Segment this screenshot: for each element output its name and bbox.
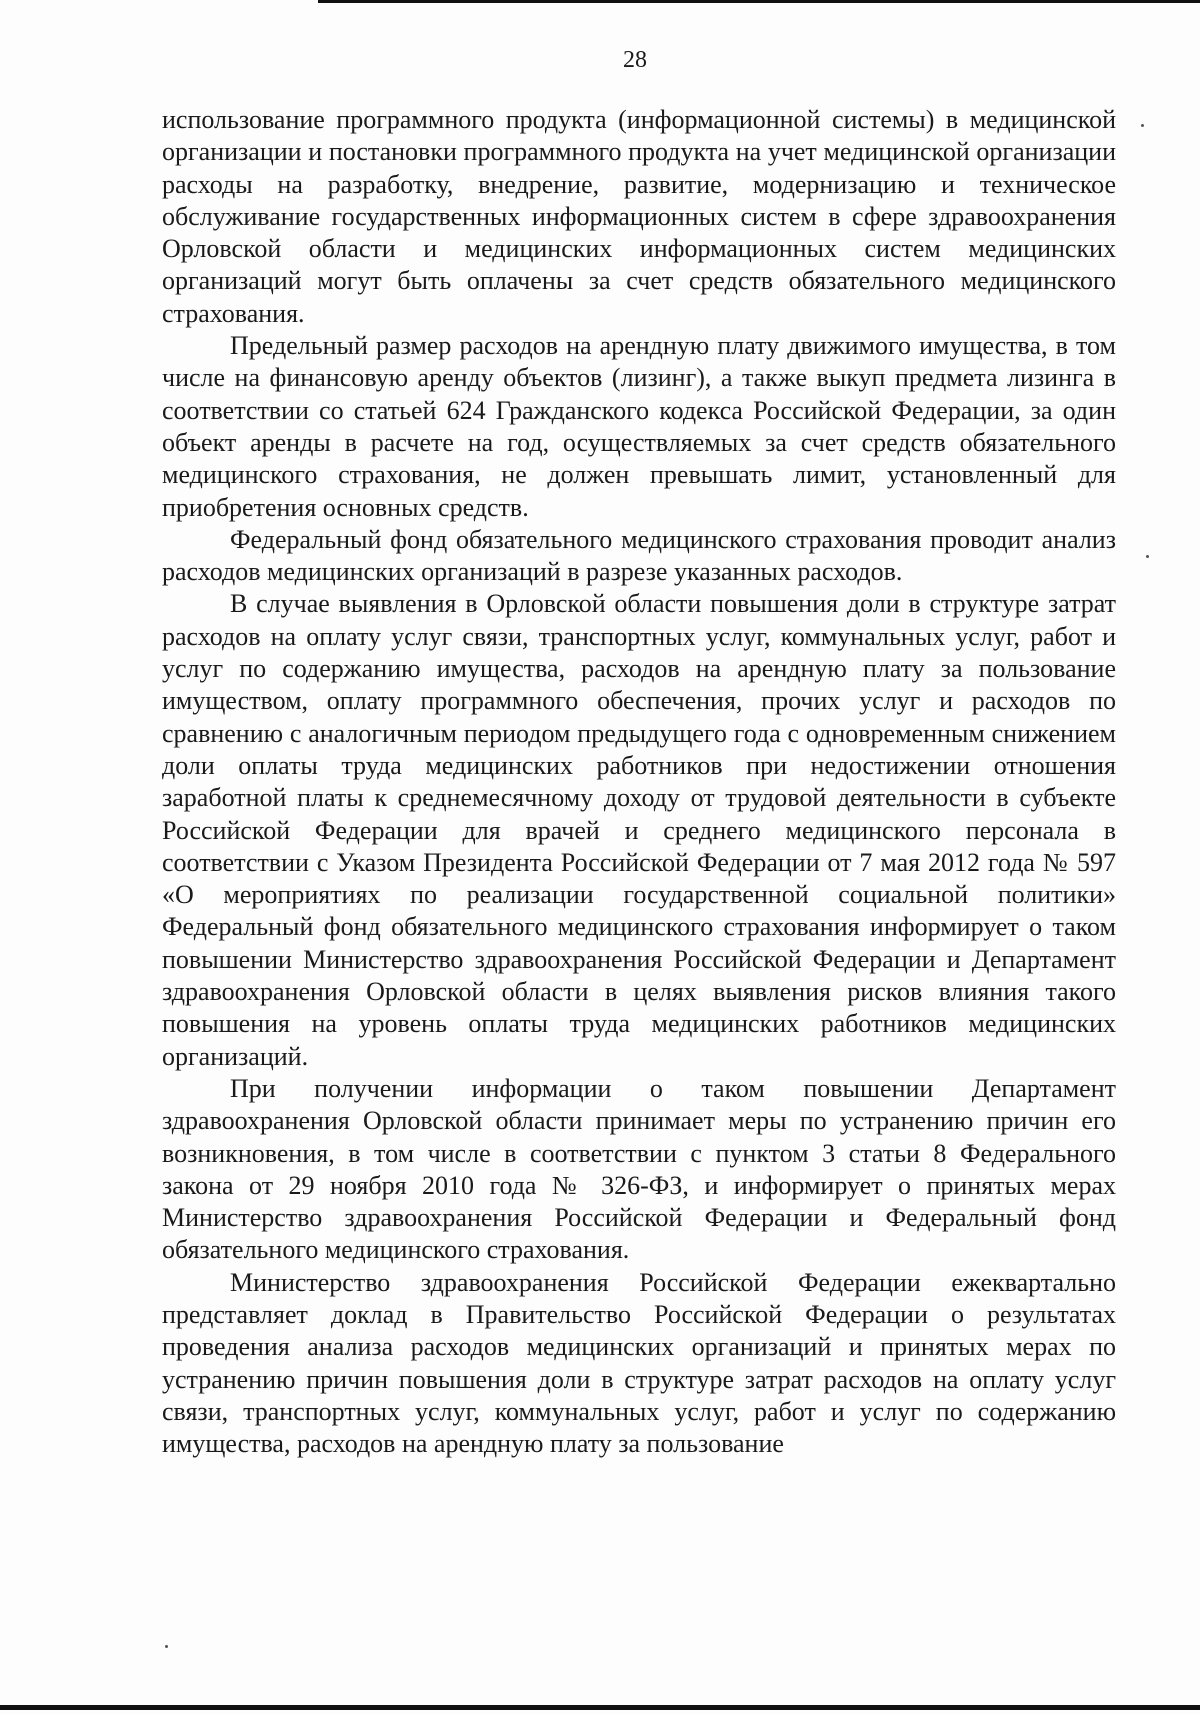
scan-speck	[1141, 124, 1144, 127]
scan-edge-top	[318, 0, 1200, 3]
scan-speck	[1146, 555, 1149, 558]
page-number: 28	[623, 47, 647, 73]
scan-speck	[165, 1645, 168, 1648]
paragraph-1: использование программного продукта (информационной системы) в медицинской организации и постановки программного продукта на учет медицинской организации расходы на разработку, внедрение, развитие, модернизацию и техническое обслуживание государственных информационных систем в сфере здравоохранения Орловской области и медицинских информационных систем медицинских организаций могут быть оплачены за счет средств обязательного медицинского страхования.	[162, 105, 1116, 328]
paragraph-3: Федеральный фонд обязательного медицинского страхования проводит анализ расходов медицинских организаций в разрезе указанных расходов.	[162, 524, 1116, 587]
paragraph-4: В случае выявления в Орловской области повышения доли в структуре затрат расходов на оплату услуг связи, транспортных услуг, коммунальных услуг, работ и услуг по содержанию имущества, расходов на арендную плату за пользование имуществом, оплату программного обеспечения, прочих услуг и расходов по сравнению с аналогичным периодом предыдущего года с одновременным снижением доли оплаты труда медицинских работников при недостижении отношения заработной платы к среднемесячному доходу от трудовой деятельности в субъекте Российской Федерации для врачей и среднего медицинского персонала в соответствии с Указом Президента Российской Федерации от 7 мая 2012 года № 597 «О мероприятиях по реализации государственной социальной политики» Федеральный фонд обязательного медицинского страхования информирует о таком повышении Министерство здравоохранения Российской Федерации и Департамент здравоохранения Орловской области в целях выявления рисков влияния такого повышения на уровень оплаты труда медицинских работников медицинских организаций.	[162, 589, 1116, 1071]
scan-edge-bottom	[0, 1705, 1200, 1710]
paragraph-5: При получении информации о таком повышении Департамент здравоохранения Орловской области принимает меры по устранению причин его возникновения, в том числе в соответствии с пунктом 3 статьи 8 Федерального закона от 29 ноября 2010 года № 326-ФЗ, и информирует о принятых мерах Министерство здравоохранения Российской Федерации и Федеральный фонд обязательного медицинского страхования.	[162, 1073, 1116, 1265]
body-text	[162, 104, 1116, 1460]
paragraph-6: Министерство здравоохранения Российской Федерации ежеквартально представляет доклад в Правительство Российской Федерации о результатах проведения анализа расходов медицинских организаций и принятых мерах по устранению причин повышения доли в структуре затрат расходов на оплату услуг связи, транспортных услуг, коммунальных услуг, работ и услуг по содержанию имущества, расходов на арендную плату за пользование	[162, 1267, 1116, 1459]
paragraph-2: Предельный размер расходов на арендную плату движимого имущества, в том числе на финансовую аренду объектов (лизинг), а также выкуп предмета лизинга в соответствии со статьей 624 Гражданского кодекса Российской Федерации, за один объект аренды в расчете на год, осуществляемых за счет средств обязательного медицинского страхования, не должен превышать лимит, установленный для приобретения основных средств.	[162, 331, 1116, 522]
